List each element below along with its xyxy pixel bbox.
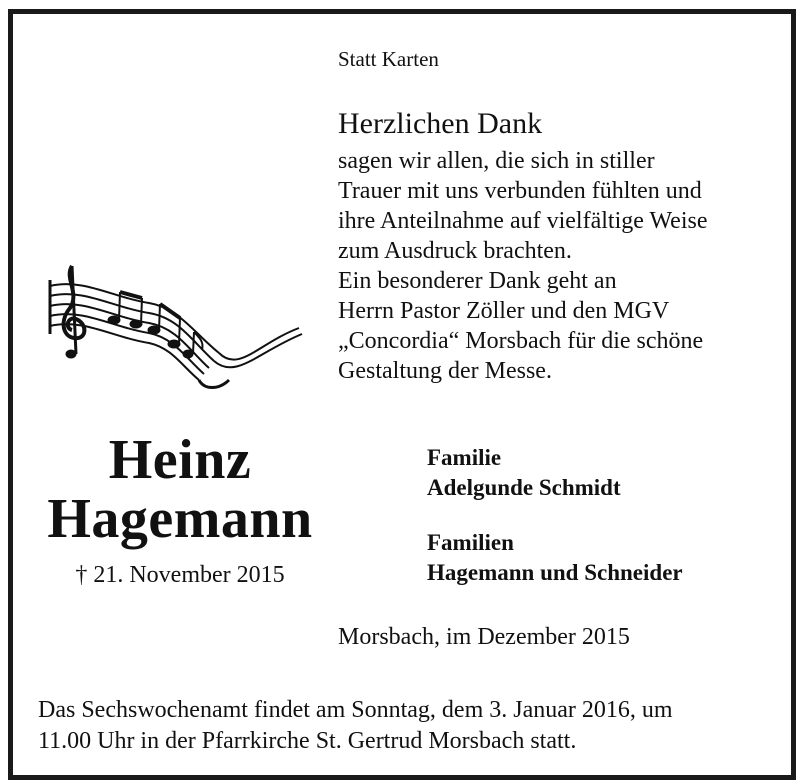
thanks-body bbox=[338, 146, 778, 386]
preheading: Statt Karten bbox=[338, 47, 439, 71]
deceased-last-name: Hagemann bbox=[47, 488, 313, 550]
thanks-line: sagen wir allen, die sich in stiller bbox=[338, 148, 655, 174]
family-line: Hagemann und Schneider bbox=[427, 560, 683, 585]
family-signature bbox=[427, 528, 683, 588]
family-line: Familie bbox=[427, 445, 502, 470]
deceased-first-name: Heinz bbox=[108, 429, 252, 491]
death-date: † 21. November 2015 bbox=[75, 562, 285, 588]
thanks-line: zum Ausdruck brachten. bbox=[338, 238, 572, 264]
music-notes-icon bbox=[44, 258, 306, 392]
thanks-heading: Herzlichen Dank bbox=[338, 107, 543, 140]
family-signature bbox=[427, 443, 621, 503]
thanks-line: Herrn Pastor Zöller und den MGV bbox=[338, 298, 670, 324]
thanks-line: ihre Anteilnahme auf vielfältige Weise bbox=[338, 208, 708, 234]
thanks-line: „Concordia“ Morsbach für die schöne bbox=[338, 328, 704, 354]
thanks-line: Ein besonderer Dank geht an bbox=[338, 268, 617, 294]
family-line: Familien bbox=[427, 530, 514, 555]
place-date: Morsbach, im Dezember 2015 bbox=[338, 624, 630, 650]
service-announcement bbox=[38, 695, 673, 757]
family-line: Adelgunde Schmidt bbox=[427, 475, 621, 500]
thanks-line: Trauer mit uns verbunden fühlten und bbox=[338, 178, 702, 204]
thanks-line: Gestaltung der Messe. bbox=[338, 358, 552, 384]
announcement-line: 11.00 Uhr in der Pfarrkirche St. Gertrud Morsbach statt. bbox=[38, 728, 577, 754]
announcement-line: Das Sechswochenamt findet am Sonntag, dem 3. Januar 2016, um bbox=[38, 697, 673, 723]
